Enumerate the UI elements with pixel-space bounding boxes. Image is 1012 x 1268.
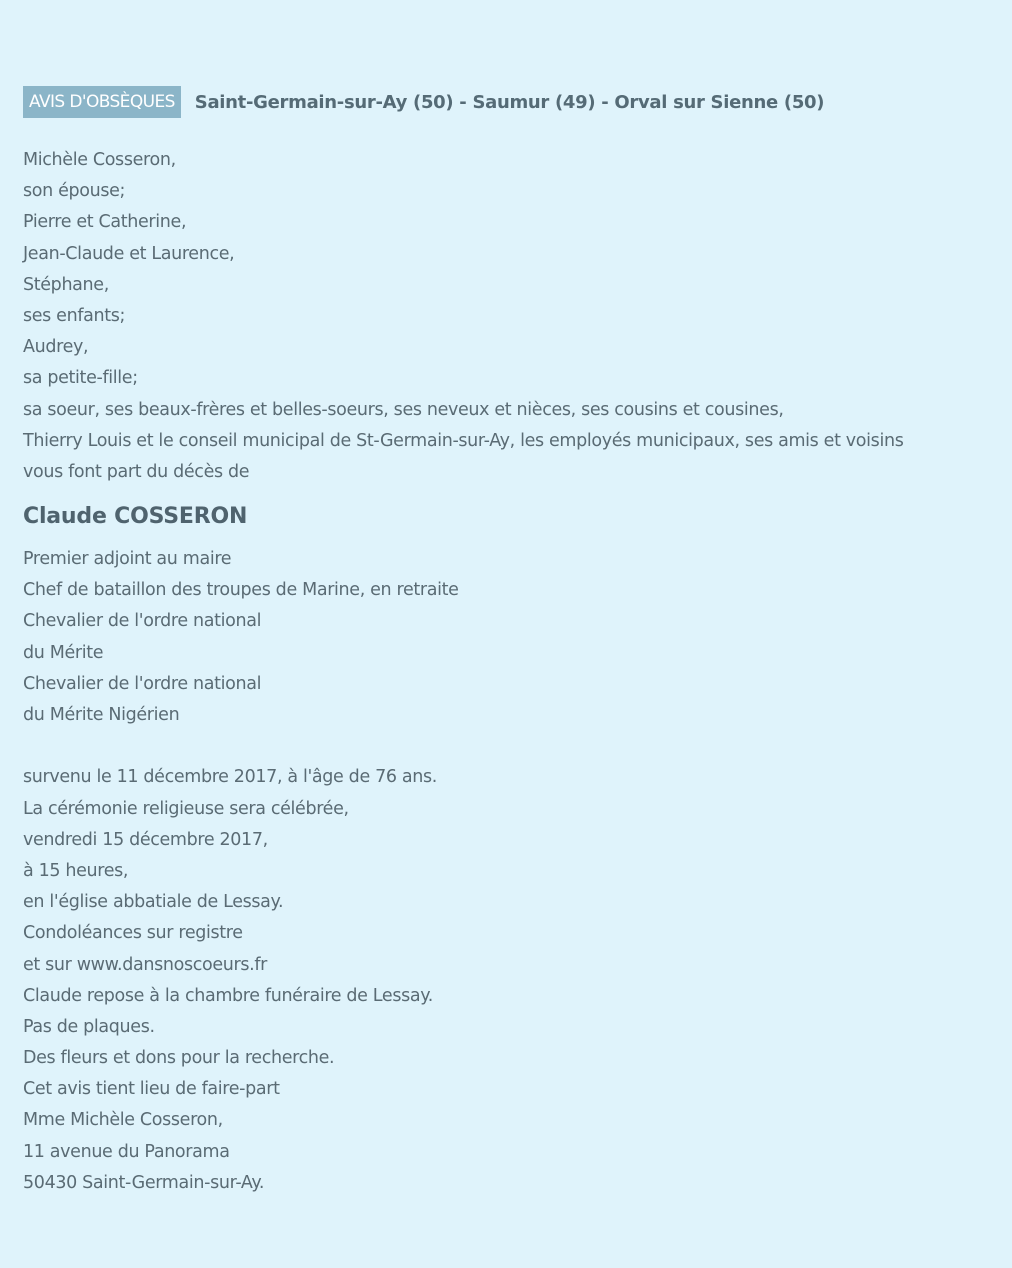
text-line: Thierry Louis et le conseil municipal de St-Germain-sur-Ay, les employés municipaux, ses amis et voisins xyxy=(23,430,904,451)
titles-block xyxy=(23,544,993,731)
text-line: vous font part du décès de xyxy=(23,461,250,482)
blank-line xyxy=(23,731,993,762)
text-line: vendredi 15 décembre 2017, xyxy=(23,829,268,850)
obituary-notice xyxy=(23,86,993,1199)
text-line: ses enfants; xyxy=(23,305,126,326)
text-line: Pas de plaques. xyxy=(23,1016,155,1037)
text-line: Premier adjoint au maire xyxy=(23,549,232,570)
text-line: Cet avis tient lieu de faire-part xyxy=(23,1079,280,1100)
text-line: La cérémonie religieuse sera célébrée, xyxy=(23,798,349,819)
text-line: son épouse; xyxy=(23,181,126,202)
notice-header xyxy=(23,86,993,118)
text-line: Condoléances sur registre xyxy=(23,923,243,944)
text-line: et sur www.dansnoscoeurs.fr xyxy=(23,954,267,975)
text-line: 50430 Saint-Germain-sur-Ay. xyxy=(23,1172,265,1193)
text-line: sa soeur, ses beaux-frères et belles-soeurs, ses neveux et nièces, ses cousins et cousines, xyxy=(23,399,784,420)
text-line: sa petite-fille; xyxy=(23,368,138,389)
text-line: Pierre et Catherine, xyxy=(23,212,187,233)
text-line: Claude repose à la chambre funéraire de Lessay. xyxy=(23,985,433,1006)
text-line: du Mérite xyxy=(23,642,104,663)
text-line: Chevalier de l'ordre national xyxy=(23,673,262,694)
text-line: Mme Michèle Cosseron, xyxy=(23,1110,223,1131)
text-line: à 15 heures, xyxy=(23,860,129,881)
notice-type-badge: AVIS D'OBSÈQUES xyxy=(23,86,181,118)
intro-block xyxy=(23,145,993,488)
text-line: Chef de bataillon des troupes de Marine, en retraite xyxy=(23,580,459,601)
text-line: Chevalier de l'ordre national xyxy=(23,611,262,632)
text-line: du Mérite Nigérien xyxy=(23,705,180,725)
text-line: survenu le 11 décembre 2017, à l'âge de 76 ans. xyxy=(23,767,437,788)
details-block xyxy=(23,762,993,1199)
text-line: Jean-Claude et Laurence, xyxy=(23,243,235,264)
text-line: Michèle Cosseron, xyxy=(23,150,176,170)
text-line: Audrey, xyxy=(23,337,89,358)
text-line: Des fleurs et dons pour la recherche. xyxy=(23,1048,335,1069)
text-line: 11 avenue du Panorama xyxy=(23,1141,230,1162)
text-line: Stéphane, xyxy=(23,274,109,295)
deceased-name: Claude COSSERON xyxy=(23,504,248,530)
text-line: en l'église abbatiale de Lessay. xyxy=(23,892,284,913)
notice-locations: Saint-Germain-sur-Ay (50) - Saumur (49) - Orval sur Sienne (50) xyxy=(194,91,825,113)
